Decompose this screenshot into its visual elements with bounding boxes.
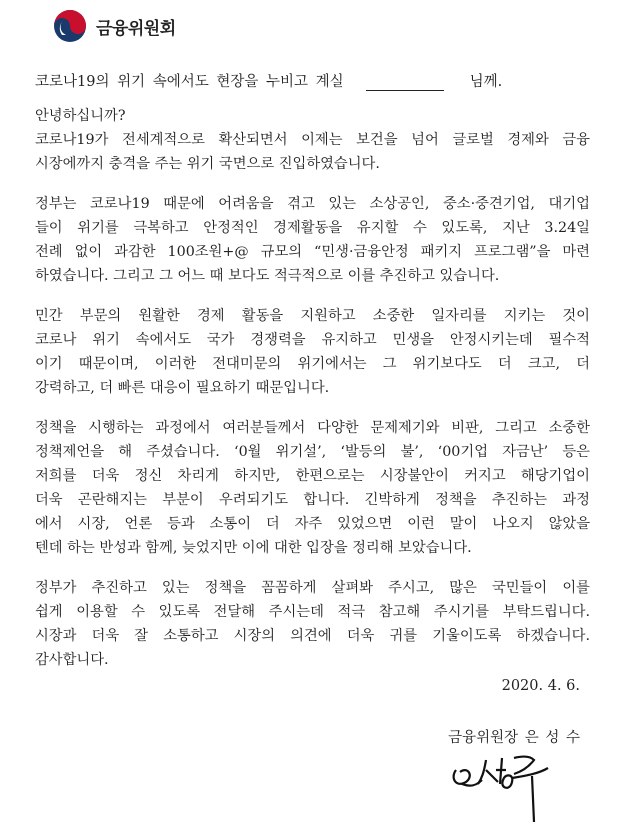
paragraph-line: 안녕하십니까? [35,108,126,124]
paragraph-line: 정책제언을 해 주셨습니다. ‘0월 위기설’, ‘발등의 불’, ‘00기업 자금난’ 등은 [35,444,590,460]
paragraph-line: 더욱 곤란해지는 부분이 우려되기도 합니다. 긴박하게 정책을 추진하는 과정 [35,492,590,508]
paragraph-line: 쉽게 이용할 수 있도록 전달해 주시는데 적극 참고해 주시기를 부탁드립니다. [35,604,590,620]
org-name: 금융위원회 [96,18,176,39]
paragraph [35,104,590,176]
paragraph-line: 정부는 코로나19 때문에 어려움을 겪고 있는 소상공인, 중소·중견기업, 대기업 [35,196,590,212]
paragraph [35,416,590,560]
taegeuk-icon [52,8,88,44]
org-header [52,8,176,44]
paragraph [35,576,590,672]
paragraph-line: 이기 때문이며, 이러한 전대미문의 위기에서는 그 위기보다도 더 크고, 더 [35,356,590,372]
paragraph-line: 시장에까지 충격을 주는 위기 국면으로 진입하였습니다. [35,156,380,172]
recipient-blank-line [366,76,444,91]
paragraph-line: 하였습니다. 그리고 그 어느 때 보다도 적극적으로 이를 추진하고 있습니다. [35,268,500,284]
paragraph-line: 코로나19가 전세계적으로 확산되면서 이제는 보건을 넘어 글로벌 경제와 금융 [35,132,590,148]
paragraph-line: 저희를 더욱 정신 차리게 하지만, 한편으로는 시장불안이 커지고 해당기업이 [35,468,590,484]
paragraph-line: 민간 부문의 원활한 경제 활동을 지원하고 소중한 일자리를 지키는 것이 [35,308,590,324]
salutation-prefix: 코로나19의 위기 속에서도 현장을 누비고 계실 [35,74,344,90]
signer-name: 금융위원장 은 성 수 [448,730,580,746]
letter-date: 2020. 4. 6. [501,678,580,694]
salutation [35,70,595,91]
salutation-suffix: 님께. [469,74,503,90]
paragraph-line: 시장과 더욱 잘 소통하고 시장의 의견에 더욱 귀를 기울이도록 하겠습니다. [35,628,590,644]
paragraph-line: 정부가 추진하고 있는 정책을 꼼꼼하게 살펴봐 주시고, 많은 국민들이 이를 [35,580,590,596]
paragraph-line: 감사합니다. [35,652,109,668]
paragraph [35,304,590,400]
paragraph-line: 정책을 시행하는 과정에서 여러분들께서 다양한 문제제기와 비판, 그리고 소중한 [35,420,590,436]
paragraph-line: 전례 없이 과감한 100조원+@ 규모의 “민생·금융안정 패키지 프로그램”을 마련 [35,244,590,260]
paragraph-line: 텐데 하는 반성과 함께, 늦었지만 이에 대한 입장을 정리해 보았습니다. [35,540,472,556]
letter-body [35,104,590,688]
paragraph [35,192,590,288]
signature-icon [448,748,558,824]
paragraph-line: 에서 시장, 언론 등과 소통이 더 자주 있었으면 이런 말이 나오지 않았을 [35,516,590,532]
paragraph-line: 강력하고, 더 빠른 대응이 필요하기 때문입니다. [35,380,330,396]
paragraph-line: 코로나 위기 속에서도 국가 경쟁력을 유지하고 민생을 안정시키는데 필수적 [35,332,590,348]
paragraph-line: 들이 위기를 극복하고 안정적인 경제활동을 유지할 수 있도록, 지난 3.24일 [35,220,590,236]
